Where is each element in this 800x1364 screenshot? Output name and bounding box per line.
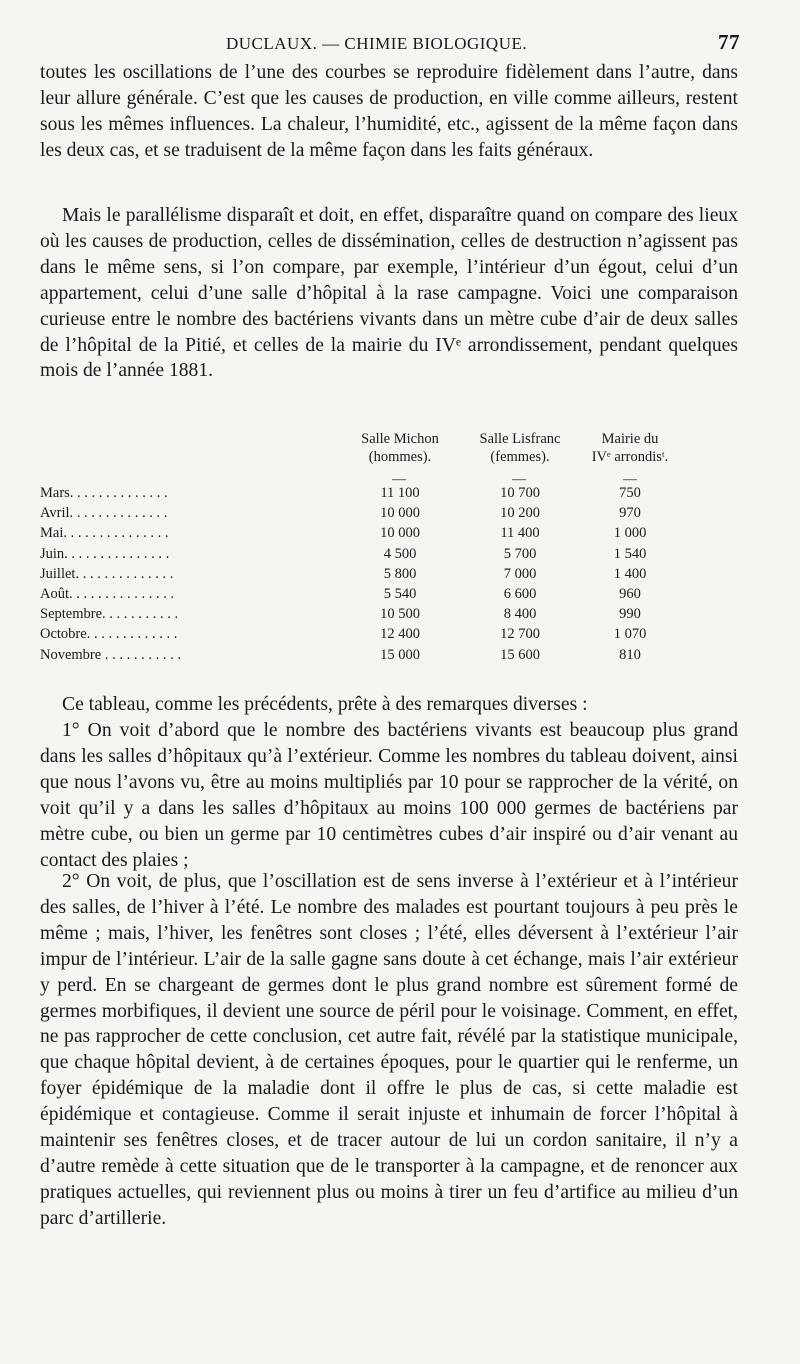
month-cell: Mai. . . . . . . . . . . . . . .	[40, 525, 169, 542]
table-row	[40, 606, 740, 626]
michon-cell: 12 400	[380, 626, 420, 643]
table-row	[40, 485, 740, 505]
mairie-cell: 990	[619, 606, 641, 623]
column-header-line1: Mairie du	[601, 431, 659, 447]
column-dash: —	[392, 472, 406, 487]
month-cell: Avril. . . . . . . . . . . . . .	[40, 505, 168, 522]
column-header-line1: Salle Michon	[361, 431, 439, 447]
month-cell: Juin. . . . . . . . . . . . . . .	[40, 545, 170, 562]
column-header-line1: Salle Lisfranc	[479, 431, 561, 447]
michon-cell: 10 500	[380, 606, 420, 623]
month-cell: Août. . . . . . . . . . . . . . .	[40, 585, 175, 602]
month-cell: Septembre. . . . . . . . . . .	[40, 606, 179, 623]
table-row	[40, 546, 740, 566]
mairie-cell: 810	[619, 646, 641, 663]
paragraph-5: 2° On voit, de plus, que l’oscillation est de sens inverse à l’extérieur et à l’intérieur des salles, de l’hiver à l’été. Le nombre des malades est pourtant toujours à peu près le même ; mais, l’hiver, les fenêtres sont closes ; l’été, elles déversent à l’extérieur l’air impur de l’intérieur. L’air de la salle gagne sans doute à cet échange, mais l’air extérieur y perd. En se chargeant de germes dont le plus grand nombre est sûrement formé de germes morbifiques, il devient une source de péril pour le voisinage. Comment, en effet, ne pas rapprocher de cette conclusion, cet autre fait, révélé par la statistique municipale, que chaque hôpital devient, à de certaines époques, pour le quartier qui le renferme, un foyer épidémique de la maladie dont il offre le plus de cas, si cette maladie est épidémique et contagieuse. Comme il serait injuste et inhumain de forcer l’hôpital à maintenir ses fenêtres closes, et de tracer autour de lui un cordon sanitaire, il n’y a d’autre remède à cette situation que de le transporter à la campagne, et de renoncer aux pratiques actuelles, qui reviennent plus ou moins à tirer un feu d’artifice au milieu d’un parc d’artillerie.	[40, 871, 738, 1229]
paragraph-4: 1° On voit d’abord que le nombre des bactériens vivants est beaucoup plus grand dans les salles d’hôpitaux qu’à l’extérieur. Comme les nombres du tableau doivent, ainsi que nous l’avons vu, être au moins multipliés par 10 pour se rapprocher de la vérité, on voit qu’il y a dans les salles d’hôpitaux au moins 100 000 germes de bactériens par mètre cube, ou bien un germe par 10 centimètres cubes d’air inspiré ou d’air venant au contact des plaies ;	[40, 720, 738, 871]
table-row	[40, 647, 740, 667]
mairie-cell: 1 070	[613, 626, 647, 643]
michon-cell: 11 100	[380, 485, 420, 501]
column-header-mairie	[575, 430, 685, 466]
michon-cell: 15 000	[380, 646, 420, 663]
month-cell: Octobre. . . . . . . . . . . . .	[40, 626, 178, 643]
lisfranc-cell: 11 400	[500, 525, 540, 542]
mairie-cell: 970	[619, 505, 641, 522]
paragraph-2: Mais le parallélisme disparaît et doit, en effet, disparaître quand on compare des lieux où les causes de production, celles de dissémination, celles de destruction n’agissent pas dans le même sens, si l’on compare, par exemple, l’intérieur d’un égout, celui d’un appartement, celui d’une salle d’hôpital à la rase campagne. Voici une comparaison curieuse entre le nombre des bactériens vivants dans un mètre cube d’air de deux salles de l’hôpital de la Pitié, et celles de la mairie du IVᵉ arrondissement, pendant quelques mois de l’année 1881.	[40, 205, 738, 382]
month-cell: Juillet. . . . . . . . . . . . . .	[40, 565, 174, 582]
paragraph-1: toutes les oscillations de l’une des courbes se reproduire fidèlement dans l’autre, dans leur allure générale. C’est que les causes de production, en ville comme ailleurs, restent sous les mêmes influences. La chaleur, l’humidité, etc., agissent de la même façon dans les deux cas, et se traduisent de la même façon dans les faits généraux.	[40, 62, 738, 161]
lisfranc-cell: 8 400	[503, 606, 537, 623]
column-header-lisfranc	[460, 430, 580, 466]
michon-cell: 4 500	[383, 545, 417, 562]
table-body	[40, 485, 740, 667]
column-dash: —	[623, 472, 637, 487]
lisfranc-cell: 10 700	[500, 485, 540, 501]
mairie-cell: 960	[619, 585, 641, 602]
column-dash: —	[512, 472, 526, 487]
column-header-michon	[340, 430, 460, 466]
mairie-cell: 750	[619, 485, 641, 501]
mairie-cell: 1 540	[613, 545, 647, 562]
table-row	[40, 586, 740, 606]
lisfranc-cell: 12 700	[500, 626, 540, 643]
lisfranc-cell: 10 200	[500, 505, 540, 522]
michon-cell: 10 000	[380, 525, 420, 542]
michon-cell: 5 540	[383, 585, 417, 602]
column-header-line2: IVᵉ arrondisᵗ.	[591, 449, 669, 465]
month-cell: Mars. . . . . . . . . . . . . .	[40, 485, 168, 501]
michon-cell: 10 000	[380, 505, 420, 522]
table-row	[40, 626, 740, 646]
table-row	[40, 566, 740, 586]
page-number: 77	[718, 30, 740, 54]
table-row	[40, 525, 740, 545]
running-title: DUCLAUX. — CHIMIE BIOLOGIQUE.	[226, 34, 528, 53]
column-header-line2: (femmes).	[490, 449, 550, 465]
table-row	[40, 505, 740, 525]
column-header-line2: (hommes).	[368, 449, 432, 465]
lisfranc-cell: 7 000	[503, 565, 537, 582]
lisfranc-cell: 15 600	[500, 646, 540, 663]
lisfranc-cell: 5 700	[503, 545, 537, 562]
lisfranc-cell: 6 600	[503, 585, 537, 602]
michon-cell: 5 800	[383, 565, 417, 582]
mairie-cell: 1 400	[613, 565, 647, 582]
mairie-cell: 1 000	[613, 525, 647, 542]
paragraph-3: Ce tableau, comme les précédents, prête à des remarques diverses :	[62, 694, 588, 715]
month-cell: Novembre . . . . . . . . . . .	[40, 646, 181, 663]
